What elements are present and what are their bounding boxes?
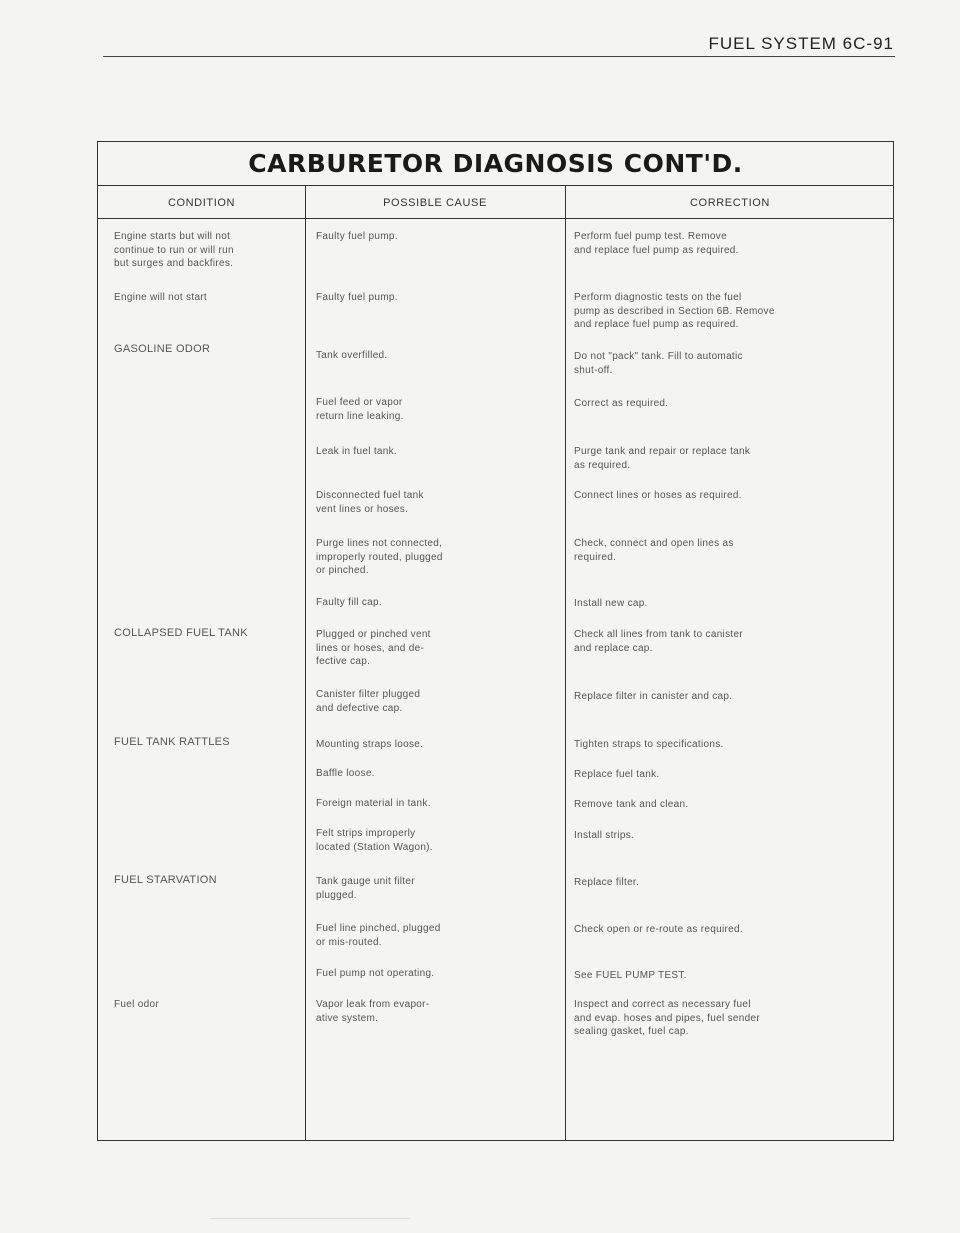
cause-cell: Faulty fuel pump.: [316, 231, 398, 242]
page-smudge: [210, 1218, 410, 1219]
cause-cell: Fuel line pinched, plugged or mis-routed.: [316, 923, 441, 948]
cause-cell: Faulty fuel pump.: [316, 292, 398, 303]
cause-cell: Disconnected fuel tank vent lines or hoses.: [316, 490, 424, 515]
correction-cell: Remove tank and clean.: [574, 799, 689, 810]
correction-cell: Replace filter in canister and cap.: [574, 691, 733, 702]
table-title: CARBURETOR DIAGNOSIS CONT'D.: [98, 142, 893, 186]
correction-cell: Connect lines or hoses as required.: [574, 490, 742, 501]
header-rule-line: [98, 218, 893, 219]
correction-cell: See FUEL PUMP TEST.: [574, 970, 687, 981]
cause-cell: Vapor leak from evapor- ative system.: [316, 999, 430, 1024]
correction-cell: Perform fuel pump test. Remove and replace fuel pump as required.: [574, 231, 739, 256]
correction-cell: Do not "pack" tank. Fill to automatic shut-off.: [574, 351, 743, 376]
condition-cell: Engine starts but will not continue to run or will run but surges and backfires.: [114, 231, 234, 269]
correction-cell: Check all lines from tank to canister and replace cap.: [574, 629, 743, 654]
cause-cell: Mounting straps loose.: [316, 739, 424, 750]
correction-cell: Check open or re-route as required.: [574, 924, 743, 935]
correction-cell: Inspect and correct as necessary fuel and evap. hoses and pipes, fuel sender sealing gasket, fuel cap.: [574, 999, 760, 1037]
cause-cell: Baffle loose.: [316, 768, 375, 779]
cause-cell: Fuel pump not operating.: [316, 968, 435, 979]
header-rule: [103, 56, 895, 57]
cause-cell: Canister filter plugged and defective cap.: [316, 689, 421, 714]
column-header-possible-cause: POSSIBLE CAUSE: [383, 197, 487, 209]
correction-cell: Tighten straps to specifications.: [574, 739, 724, 750]
cause-cell: Purge lines not connected, improperly routed, plugged or pinched.: [316, 538, 443, 576]
cause-cell: Felt strips improperly located (Station Wagon).: [316, 828, 433, 853]
correction-cell: Replace filter.: [574, 877, 640, 888]
correction-cell: Install strips.: [574, 830, 635, 841]
cause-cell: Plugged or pinched vent lines or hoses, and de- fective cap.: [316, 629, 431, 667]
cause-cell: Fuel feed or vapor return line leaking.: [316, 397, 404, 422]
correction-cell: Replace fuel tank.: [574, 769, 660, 780]
column-header-correction: CORRECTION: [690, 197, 770, 209]
column-divider: [305, 185, 306, 1140]
condition-cell: Fuel odor: [114, 999, 159, 1010]
correction-cell: Install new cap.: [574, 598, 648, 609]
column-header-condition: CONDITION: [167, 197, 236, 209]
cause-cell: Faulty fill cap.: [316, 597, 382, 608]
correction-cell: Perform diagnostic tests on the fuel pump as described in Section 6B. Remove and replace fuel pump as required.: [574, 292, 775, 330]
cause-cell: Tank overfilled.: [316, 350, 388, 361]
cause-cell: Foreign material in tank.: [316, 798, 431, 809]
condition-cell: COLLAPSED FUEL TANK: [114, 627, 248, 639]
condition-cell: GASOLINE ODOR: [114, 343, 211, 355]
correction-cell: Purge tank and repair or replace tank as required.: [574, 446, 751, 471]
correction-cell: Correct as required.: [574, 398, 669, 409]
cause-cell: Tank gauge unit filter plugged.: [316, 876, 415, 901]
correction-cell: Check, connect and open lines as required.: [574, 538, 734, 563]
condition-cell: FUEL STARVATION: [114, 874, 217, 886]
condition-cell: Engine will not start: [114, 292, 208, 303]
condition-cell: FUEL TANK RATTLES: [114, 736, 230, 748]
cause-cell: Leak in fuel tank.: [316, 446, 398, 457]
column-divider: [565, 185, 566, 1140]
page-header: FUEL SYSTEM 6C-91: [708, 34, 894, 53]
